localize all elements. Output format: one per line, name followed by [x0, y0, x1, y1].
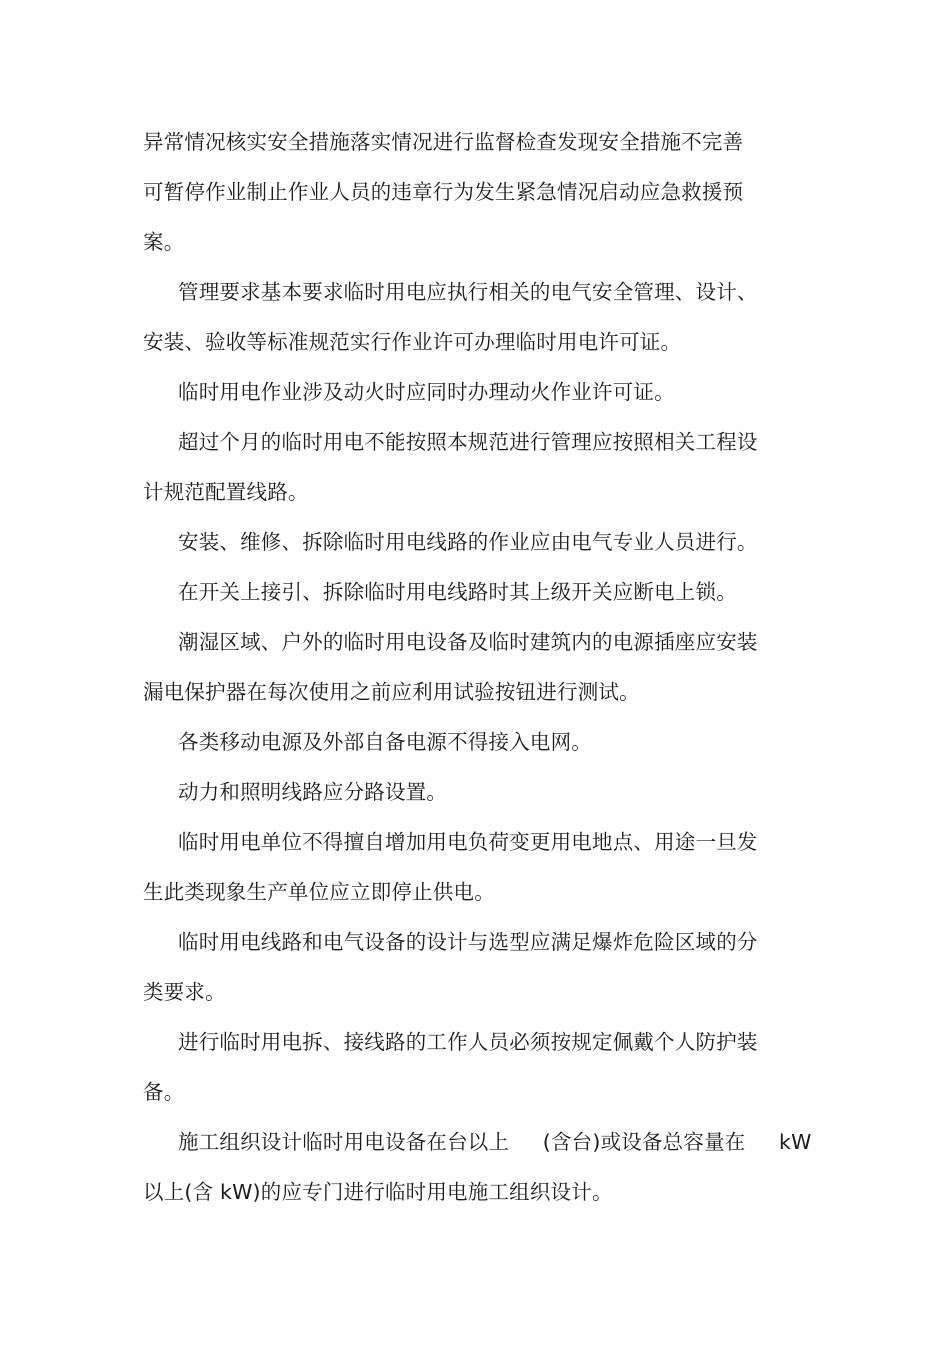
text-line: 异常情况核实安全措施落实情况进行监督检查发现安全措施不完善 [143, 130, 744, 154]
text-line: 案。 [143, 230, 185, 254]
text-line: 临时用电单位不得擅自增加用电负荷变更用电地点、用途一旦发 [178, 830, 758, 854]
text-line: 潮湿区域、户外的临时用电设备及临时建筑内的电源插座应安装 [178, 630, 758, 654]
text-line: 超过个月的临时用电不能按照本规范进行管理应按照相关工程设 [178, 430, 758, 454]
text-line: 动力和照明线路应分路设置。 [178, 780, 448, 804]
text-line: 各类移动电源及外部自备电源不得接入电网。 [178, 730, 592, 754]
text-line: 进行临时用电拆、接线路的工作人员必须按规定佩戴个人防护装 [178, 1030, 758, 1054]
text-line: 类要求。 [143, 980, 226, 1004]
text-line: 漏电保护器在每次使用之前应利用试验按钮进行测试。 [143, 680, 640, 704]
text-line: 临时用电作业涉及动火时应同时办理动火作业许可证。 [178, 380, 675, 404]
text-line: 以上(含 kW)的应专门进行临时用电施工组织设计。 [143, 1180, 613, 1204]
text-line: 安装、验收等标准规范实行作业许可办理临时用电许可证。 [143, 330, 682, 354]
text-line: 在开关上接引、拆除临时用电线路时其上级开关应断电上锁。 [178, 580, 737, 604]
text-line: 备。 [143, 1080, 185, 1104]
text-line: 计规范配置线路。 [143, 480, 309, 504]
text-line: 生此类现象生产单位应立即停止供电。 [143, 880, 495, 904]
text-line: 管理要求基本要求临时用电应执行相关的电气安全管理、设计、 [178, 280, 758, 304]
text-line: 可暂停作业制止作业人员的违章行为发生紧急情况启动应急救援预 [143, 180, 744, 204]
text-line: 临时用电线路和电气设备的设计与选型应满足爆炸危险区域的分 [178, 930, 758, 954]
text-line: 施工组织设计临时用电设备在台以上 (含台)或设备总容量在 kW [178, 1130, 812, 1154]
text-line: 安装、维修、拆除临时用电线路的作业应由电气专业人员进行。 [178, 530, 758, 554]
